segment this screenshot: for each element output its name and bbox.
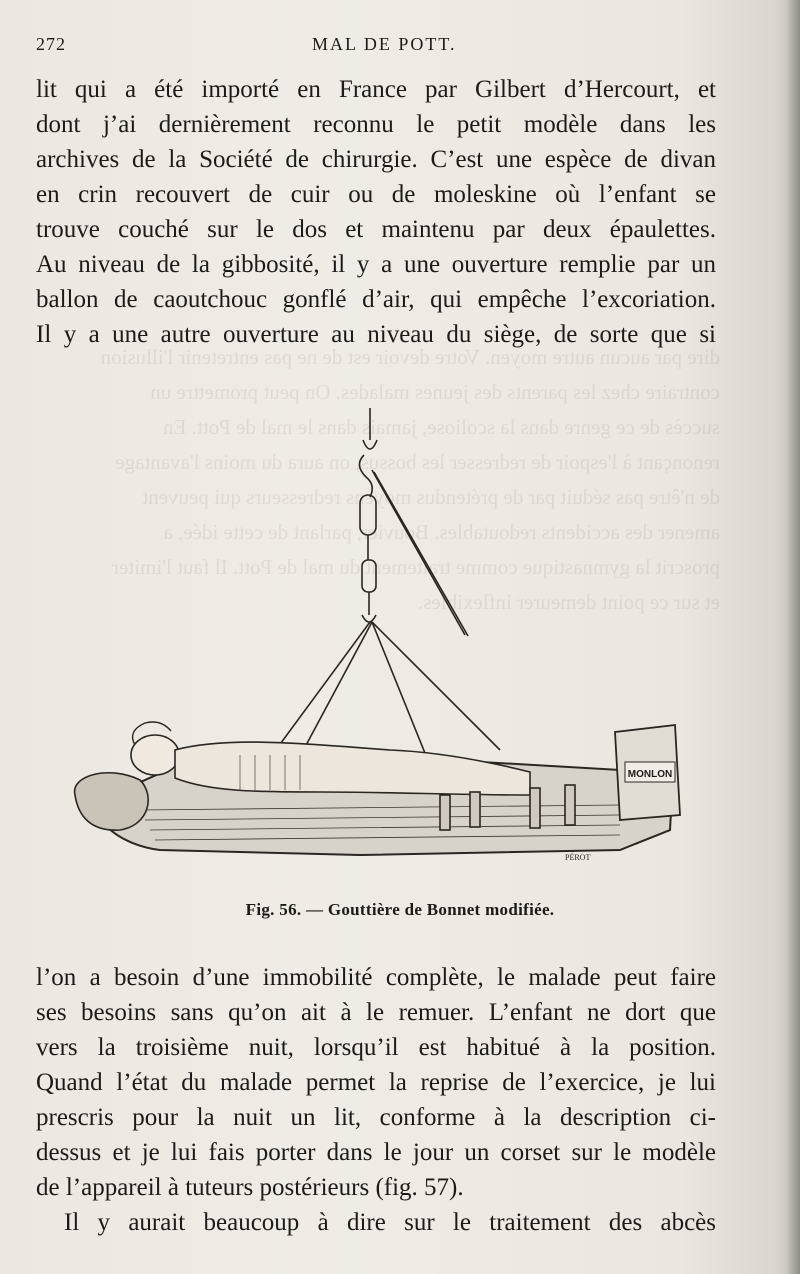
text-line: dessus et je lui fais porter dans le jour un corset sur le modèle (36, 1139, 716, 1166)
running-title: MAL DE POTT. (312, 34, 457, 54)
text-line: lit qui a été importé en France par Gilbert d’Hercourt, et (36, 76, 716, 103)
figure-illustration (60, 400, 700, 870)
text-line: en crin recouvert de cuir ou de moleskine où l’enfant se (36, 181, 716, 208)
text-line: Au niveau de la gibbosité, il y a une ouverture remplie par un (36, 251, 716, 278)
page-number: 272 (36, 34, 66, 54)
text-line: prescris pour la nuit un lit, conforme à la description ci- (36, 1104, 716, 1131)
text-line: de l’appareil à tuteurs postérieurs (fig. 57). (36, 1174, 464, 1201)
page-edge-shadow (786, 0, 800, 1274)
text-line: trouve couché sur le dos et maintenu par deux épaulettes. (36, 216, 716, 243)
text-line: dont j’ai dernièrement reconnu le petit modèle dans les (36, 111, 716, 138)
text-line: ballon de caoutchouc gonflé d’air, qui empêche l’excoriation. (36, 286, 716, 313)
text-line: ses besoins sans qu’on ait à le remuer. L’enfant ne dort que (36, 999, 716, 1026)
text-line: Il y a une autre ouverture au niveau du siège, de sorte que si (36, 321, 716, 348)
text-line: vers la troisième nuit, lorsqu’il est habitué à la position. (36, 1034, 716, 1061)
show-through-text: dire par aucun autre moyen. Votre devoir est de ne pas entretenir l'illusion contraire chez les parents des jeunes malades. On peut promettre un succès de ce genre dans la scoliose, jamais dans le mal de Pott. En renonçant à l'espoir de redresser les bossus, on aura du moins l'avantage de n'être pas séduit par de prétendus moyens redresseurs qui peuvent amener des accidents redoutables. Bouvier, parlant de cette idée, a proscrit la gymnastique comme traitement du mal de Pott. Il faut l'imiter et sur ce point demeurer inflexibles. (100, 345, 720, 614)
text-line: Quand l’état du malade permet la reprise de l’exercice, je lui (36, 1069, 716, 1096)
device-label: MONLON (627, 769, 673, 780)
paragraph-bottom (36, 960, 716, 1240)
engraver-signature: PÉROT (565, 853, 591, 862)
text-line: l’on a besoin d’une immobilité complète, le malade peut faire (36, 964, 716, 991)
text-line: archives de la Société de chirurgie. C’est une espèce de divan (36, 146, 716, 173)
paragraph-top (36, 72, 716, 352)
gouttiere-engraving (60, 400, 700, 870)
text-line: Il y aurait beaucoup à dire sur le traitement des abcès (64, 1209, 716, 1236)
figure-caption: Fig. 56. — Gouttière de Bonnet modifiée. (245, 900, 555, 919)
